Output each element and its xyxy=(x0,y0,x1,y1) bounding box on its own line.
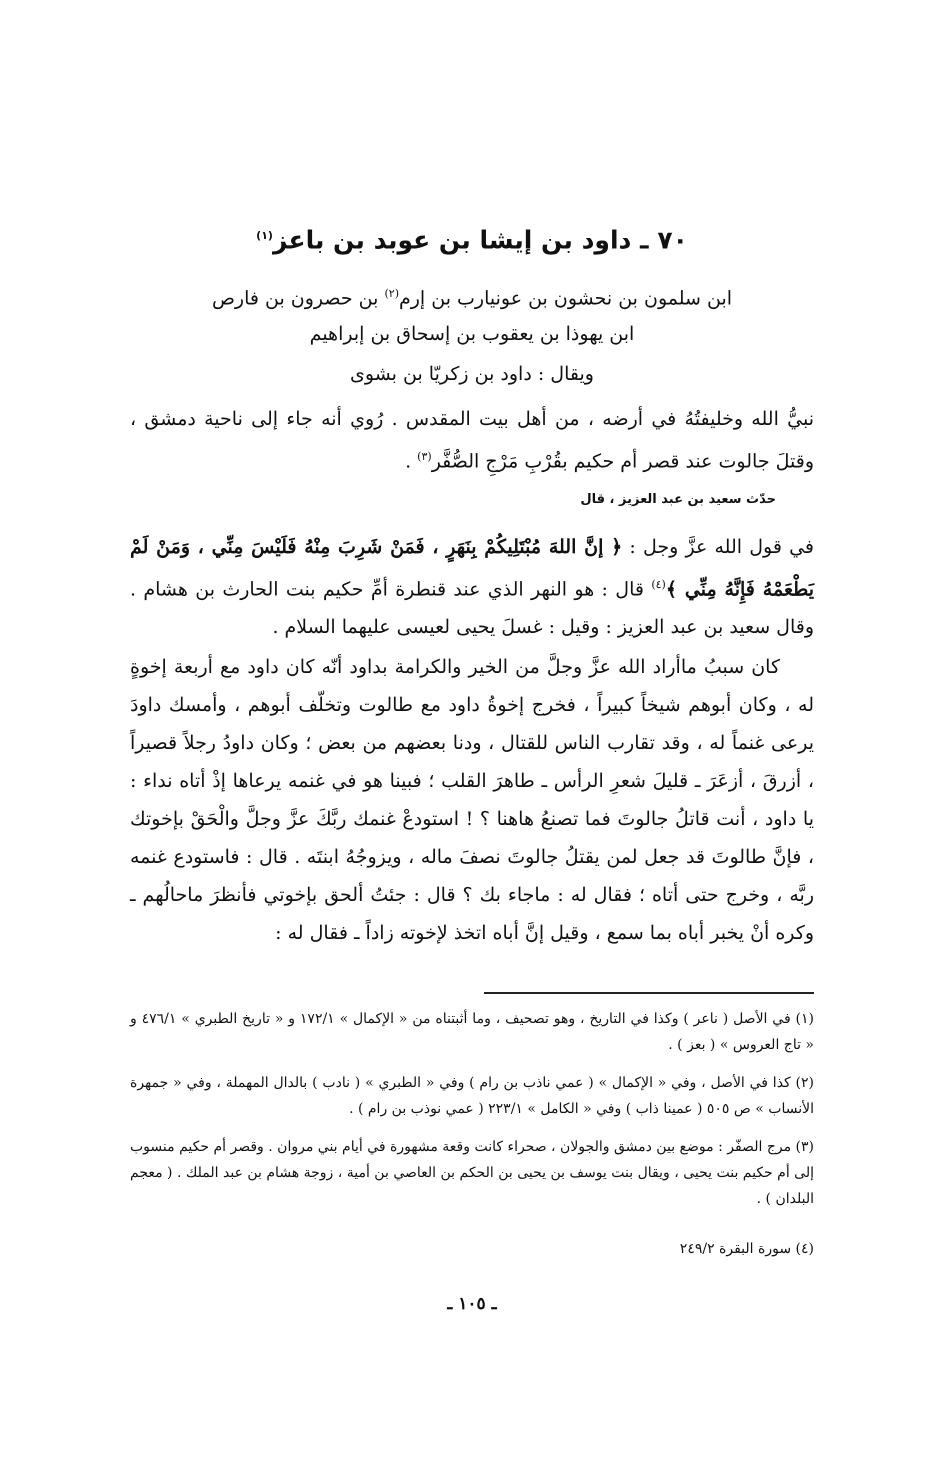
quran-quote: ﴿ إنَّ اللهَ مُبْتَلِيكُمْ بِنَهَرٍ ، فَمَنْ شَرِبَ مِنْهُ فَلَيْسَ مِنِّي ، وَمَنْ لَمْ يَطْعَمْهُ فَإِنَّهُ مِنِّي ﴾ xyxy=(130,536,815,601)
lineage-footnote-marker: (٢) xyxy=(384,287,399,300)
story-paragraph: كان سببُ ماأراد الله عزَّ وجلَّ من الخير والكرامة بداود أنّه كان داود مع أربعة إخوةٍ له ، وكان أبوهم شيخاً كبيراً ، فخرج إخوةُ داود مع طالوت وتخلّف أبوهم ، وأمسك داودَ يرعى غنماً له ، وقد تقارب الناس للقتال ، ودنا بعضهم من بعض ؛ وكان داودُ رجلاً قصيراً ، أزرقَ ، أزعَرَ ـ قليلَ شعرِ الرأس ـ طاهرَ القلب ؛ فبينا هو في غنمه يرعاها إذْ أتاه نداء : يا داود ، أنت قاتلُ جالوتَ فما تصنعُ هاهنا ؟ ! استودعْ غنمك ربَّكَ عزَّ وجلَّ والْحَقْ بإخوتك ، فإنَّ طالوتَ قد جعل لمن يقتلُ جالوتَ نصفَ ماله ، ويزوجُهُ ابنتَه . قال : فاستودع غنمه ربَّه ، وخرج حتى أتاه ؛ فقال له : ماجاء بك ؟ قال : جئتُ ألحق بإخوتي فأنظرَ ماحالُهم ـ وكره أنْ يخبر أباه بما سمع ، وقيل إنَّ أباه اتخذ لإخوته زاداً ـ فقال له : xyxy=(130,656,814,944)
footnote-1: (١) في الأصل ( ناعر ) وكذا في التاريخ ، وهو تصحيف ، وما أثبتناه من « الإكمال » ١٧٢/١ و « تاريخ الطبري » ٤٧٦/١ و « تاج العروس » ( بعز ) . xyxy=(130,1011,814,1053)
footnote-3: (٣) مرج الصفّر : موضع بين دمشق والجولان ، صحراء كانت وقعة مشهورة في أيام بني مروان . وقصر أم حكيم منسوب إلى أم حكيم بنت يحيى ، ويقال بنت يوسف بن يحيى بن الحكم بن العاصي بن أمية ، زوجة هشام بن عبد الملك . ( معجم البلدان ) . xyxy=(130,1139,814,1207)
intro-footnote-marker: (٣) xyxy=(417,450,432,463)
quote-footnote-marker: (٤) xyxy=(651,578,666,591)
intro-paragraph xyxy=(130,400,814,480)
intro-text: نبيُّ الله وخليفتُهُ في أرضه ، من أهل بيت المقدس . رُوي أنه جاء إلى ناحية دمشق ، وقتلَ جالوت عند قصر أم حكيم بقُرْبِ مَرْجِ الصُّفَّر xyxy=(130,408,814,473)
entry-title-text: ٧٠ ـ داود بن إيشا بن عوبد بن باعز xyxy=(272,225,688,255)
footnote-2: (٢) كذا في الأصل ، وفي « الإكمال » ( عمي ناذب بن رام ) وفي « الطبري » ( نادب ) بالدال المهملة ، وفي « جمهرة الأنساب » ص ٥٠٥ ( عمينا ذاب ) وفي « الكامل » ٢٢٣/١ ( عمي نوذب بن رام ) . xyxy=(130,1075,814,1117)
lineage-line-3: ويقال : داود بن زكريّا بن بشوى xyxy=(350,363,594,385)
lineage-line-1 xyxy=(130,278,814,314)
lineage-line-1-b: بن حصرون بن فارص xyxy=(211,287,385,310)
footnote-4: (٤) سورة البقرة ٢٤٩/٢ xyxy=(679,1241,814,1257)
hadith-lead: في قول الله عزَّ وجل : xyxy=(622,536,814,558)
hadith-heading: حدّث سعيد بن عبد العزيز ، قال xyxy=(580,492,776,507)
entry-title xyxy=(130,218,814,258)
footnote-divider xyxy=(484,992,814,994)
hadith-paragraph xyxy=(130,528,814,646)
hadith-rest: قال : هو النهر الذي عند قنطرة أمِّ حكيم بنت الحارث بن هشام . وقال سعيد بن عبد العزيز : وقيل : غسلَ يحيى لعيسى عليهما السلام . xyxy=(130,578,814,639)
title-footnote-marker: (١) xyxy=(256,229,273,242)
lineage-line-1-a: ابن سلمون بن نحشون بن عونيارب بن إرم xyxy=(398,287,733,310)
page-number: ـ ١٠٥ ـ xyxy=(447,1294,497,1314)
lineage-line-2: ابن يهوذا بن يعقوب بن إسحاق بن إبراهيم xyxy=(309,323,635,345)
intro-end: . xyxy=(405,450,418,473)
